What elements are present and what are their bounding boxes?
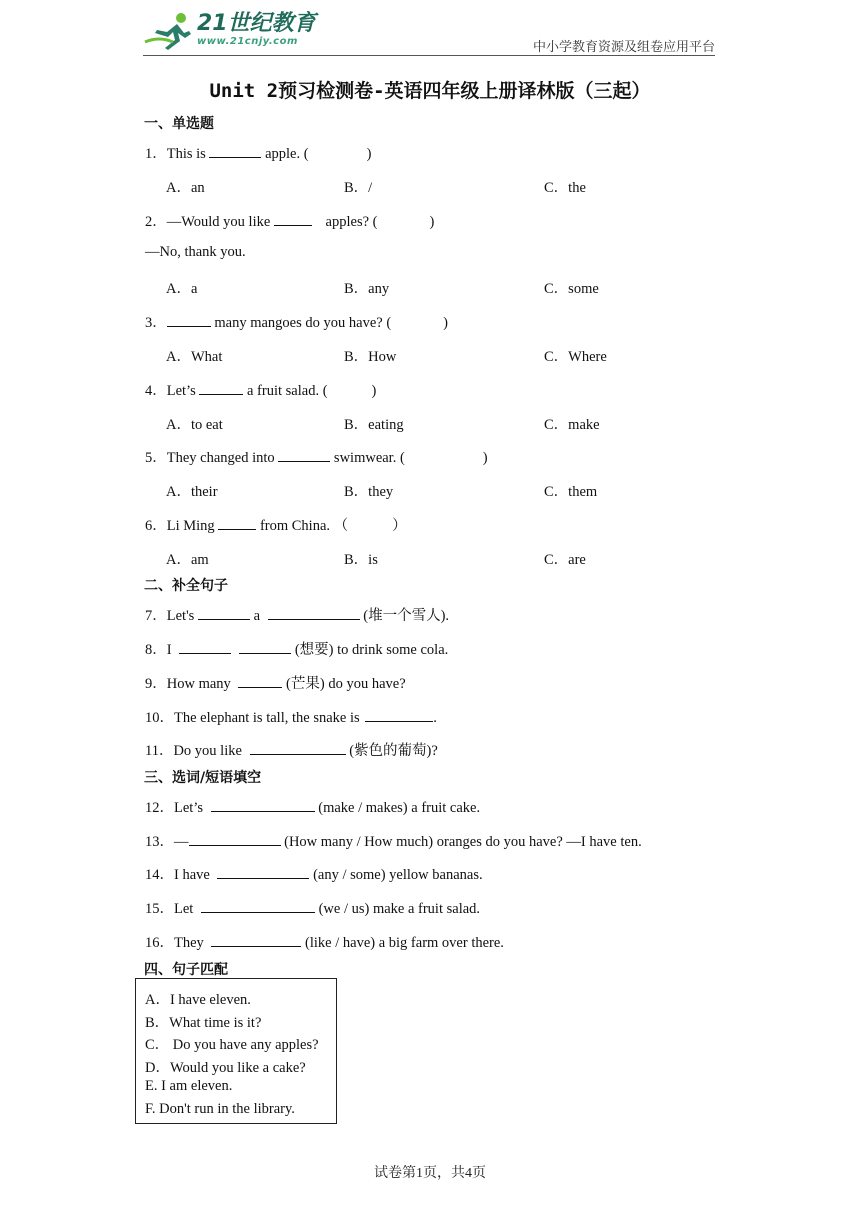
logo-wordmark: 21世纪教育: [197, 11, 316, 36]
option-b[interactable]: B．eating: [344, 417, 404, 433]
answer-blank[interactable]: [211, 799, 315, 812]
answer-blank[interactable]: [268, 607, 360, 620]
option-a[interactable]: A．an: [166, 180, 205, 196]
option-c[interactable]: C．are: [544, 552, 586, 568]
header-slogan: 中小学教育资源及组卷应用平台: [532, 39, 715, 54]
question-5: 5．They changed into swimwear. ( ): [145, 450, 488, 466]
answer-blank[interactable]: [274, 213, 312, 226]
option-a[interactable]: A．am: [166, 552, 209, 568]
option-b[interactable]: B．is: [344, 552, 378, 568]
match-option-b[interactable]: B．What time is it?: [145, 1015, 262, 1031]
question-11: 11．Do you like (紫色的葡萄)?: [145, 743, 438, 759]
option-b[interactable]: B．/: [344, 180, 373, 196]
site-logo: [143, 12, 316, 52]
question-8: 8．I (想要) to drink some cola.: [145, 642, 449, 658]
answer-blank[interactable]: [167, 314, 211, 327]
answer-blank[interactable]: [250, 742, 346, 755]
option-a[interactable]: A．a: [166, 281, 198, 297]
question-2: 2．—Would you like apples? ( ): [145, 214, 435, 230]
header-divider: [143, 55, 715, 56]
answer-blank[interactable]: [201, 900, 315, 913]
answer-blank[interactable]: [189, 833, 281, 846]
option-a[interactable]: A．to eat: [166, 417, 223, 433]
answer-blank[interactable]: [239, 641, 291, 654]
match-option-c[interactable]: C． Do you have any apples?: [145, 1037, 319, 1053]
section-heading-sentence-matching: 四、句子匹配: [144, 962, 228, 978]
page-footer: 试卷第1页，共4页: [374, 1166, 486, 1181]
answer-blank[interactable]: [217, 866, 309, 879]
option-b[interactable]: B．How: [344, 349, 397, 365]
answer-blank[interactable]: [179, 641, 231, 654]
option-a[interactable]: A．their: [166, 484, 218, 500]
question-13: 13．— (How many / How much) oranges do you have? —I have ten.: [145, 834, 642, 850]
answer-blank[interactable]: [218, 517, 256, 530]
question-10: 10．The elephant is tall, the snake is .: [145, 710, 437, 726]
question-12: 12．Let’s (make / makes) a fruit cake.: [145, 800, 481, 816]
answer-blank[interactable]: [198, 607, 250, 620]
question-9: 9．How many (芒果) do you have?: [145, 676, 406, 692]
answer-blank[interactable]: [278, 449, 330, 462]
logo-url: www.21cnjy.com: [197, 36, 298, 47]
option-c[interactable]: C．the: [544, 180, 586, 196]
section-heading-complete-sentences: 二、补全句子: [144, 578, 228, 594]
question-7: 7．Let's a (堆一个雪人).: [145, 608, 450, 624]
question-16: 16．They (like / have) a big farm over there.: [145, 935, 504, 951]
match-option-e[interactable]: E. I am eleven.: [145, 1078, 233, 1094]
answer-blank[interactable]: [211, 934, 301, 947]
match-option-d[interactable]: D．Would you like a cake?: [145, 1060, 306, 1076]
option-b[interactable]: B．any: [344, 281, 390, 297]
section-heading-single-choice: 一、单选题: [144, 116, 214, 132]
question-14: 14．I have (any / some) yellow bananas.: [145, 867, 483, 883]
answer-blank[interactable]: [365, 709, 433, 722]
page-title: Unit 2预习检测卷-英语四年级上册译林版（三起）: [209, 80, 651, 102]
option-c[interactable]: C．make: [544, 417, 600, 433]
question-15: 15．Let (we / us) make a fruit salad.: [145, 901, 481, 917]
answer-blank[interactable]: [199, 382, 243, 395]
option-c[interactable]: C．them: [544, 484, 598, 500]
question-1: 1．This is apple. ( ): [145, 146, 372, 162]
page-header: [143, 10, 715, 56]
answer-blank[interactable]: [209, 145, 261, 158]
question-3: 3． many mangoes do you have? ( ): [145, 315, 448, 331]
match-option-a[interactable]: A．I have eleven.: [145, 992, 251, 1008]
option-a[interactable]: A．What: [166, 349, 223, 365]
matching-options-box: [135, 978, 337, 1124]
option-b[interactable]: B．they: [344, 484, 394, 500]
section-heading-word-choice: 三、选词/短语填空: [144, 770, 262, 786]
question-6: 6．Li Ming from China. （ ）: [145, 518, 407, 534]
match-option-f[interactable]: F. Don't run in the library.: [145, 1101, 295, 1117]
option-c[interactable]: C．Where: [544, 349, 607, 365]
answer-blank[interactable]: [238, 675, 282, 688]
runner-logo-icon: [143, 12, 195, 52]
question-2-reply: —No, thank you.: [145, 244, 246, 260]
option-c[interactable]: C．some: [544, 281, 599, 297]
question-4: 4．Let’s a fruit salad. ( ): [145, 383, 377, 399]
